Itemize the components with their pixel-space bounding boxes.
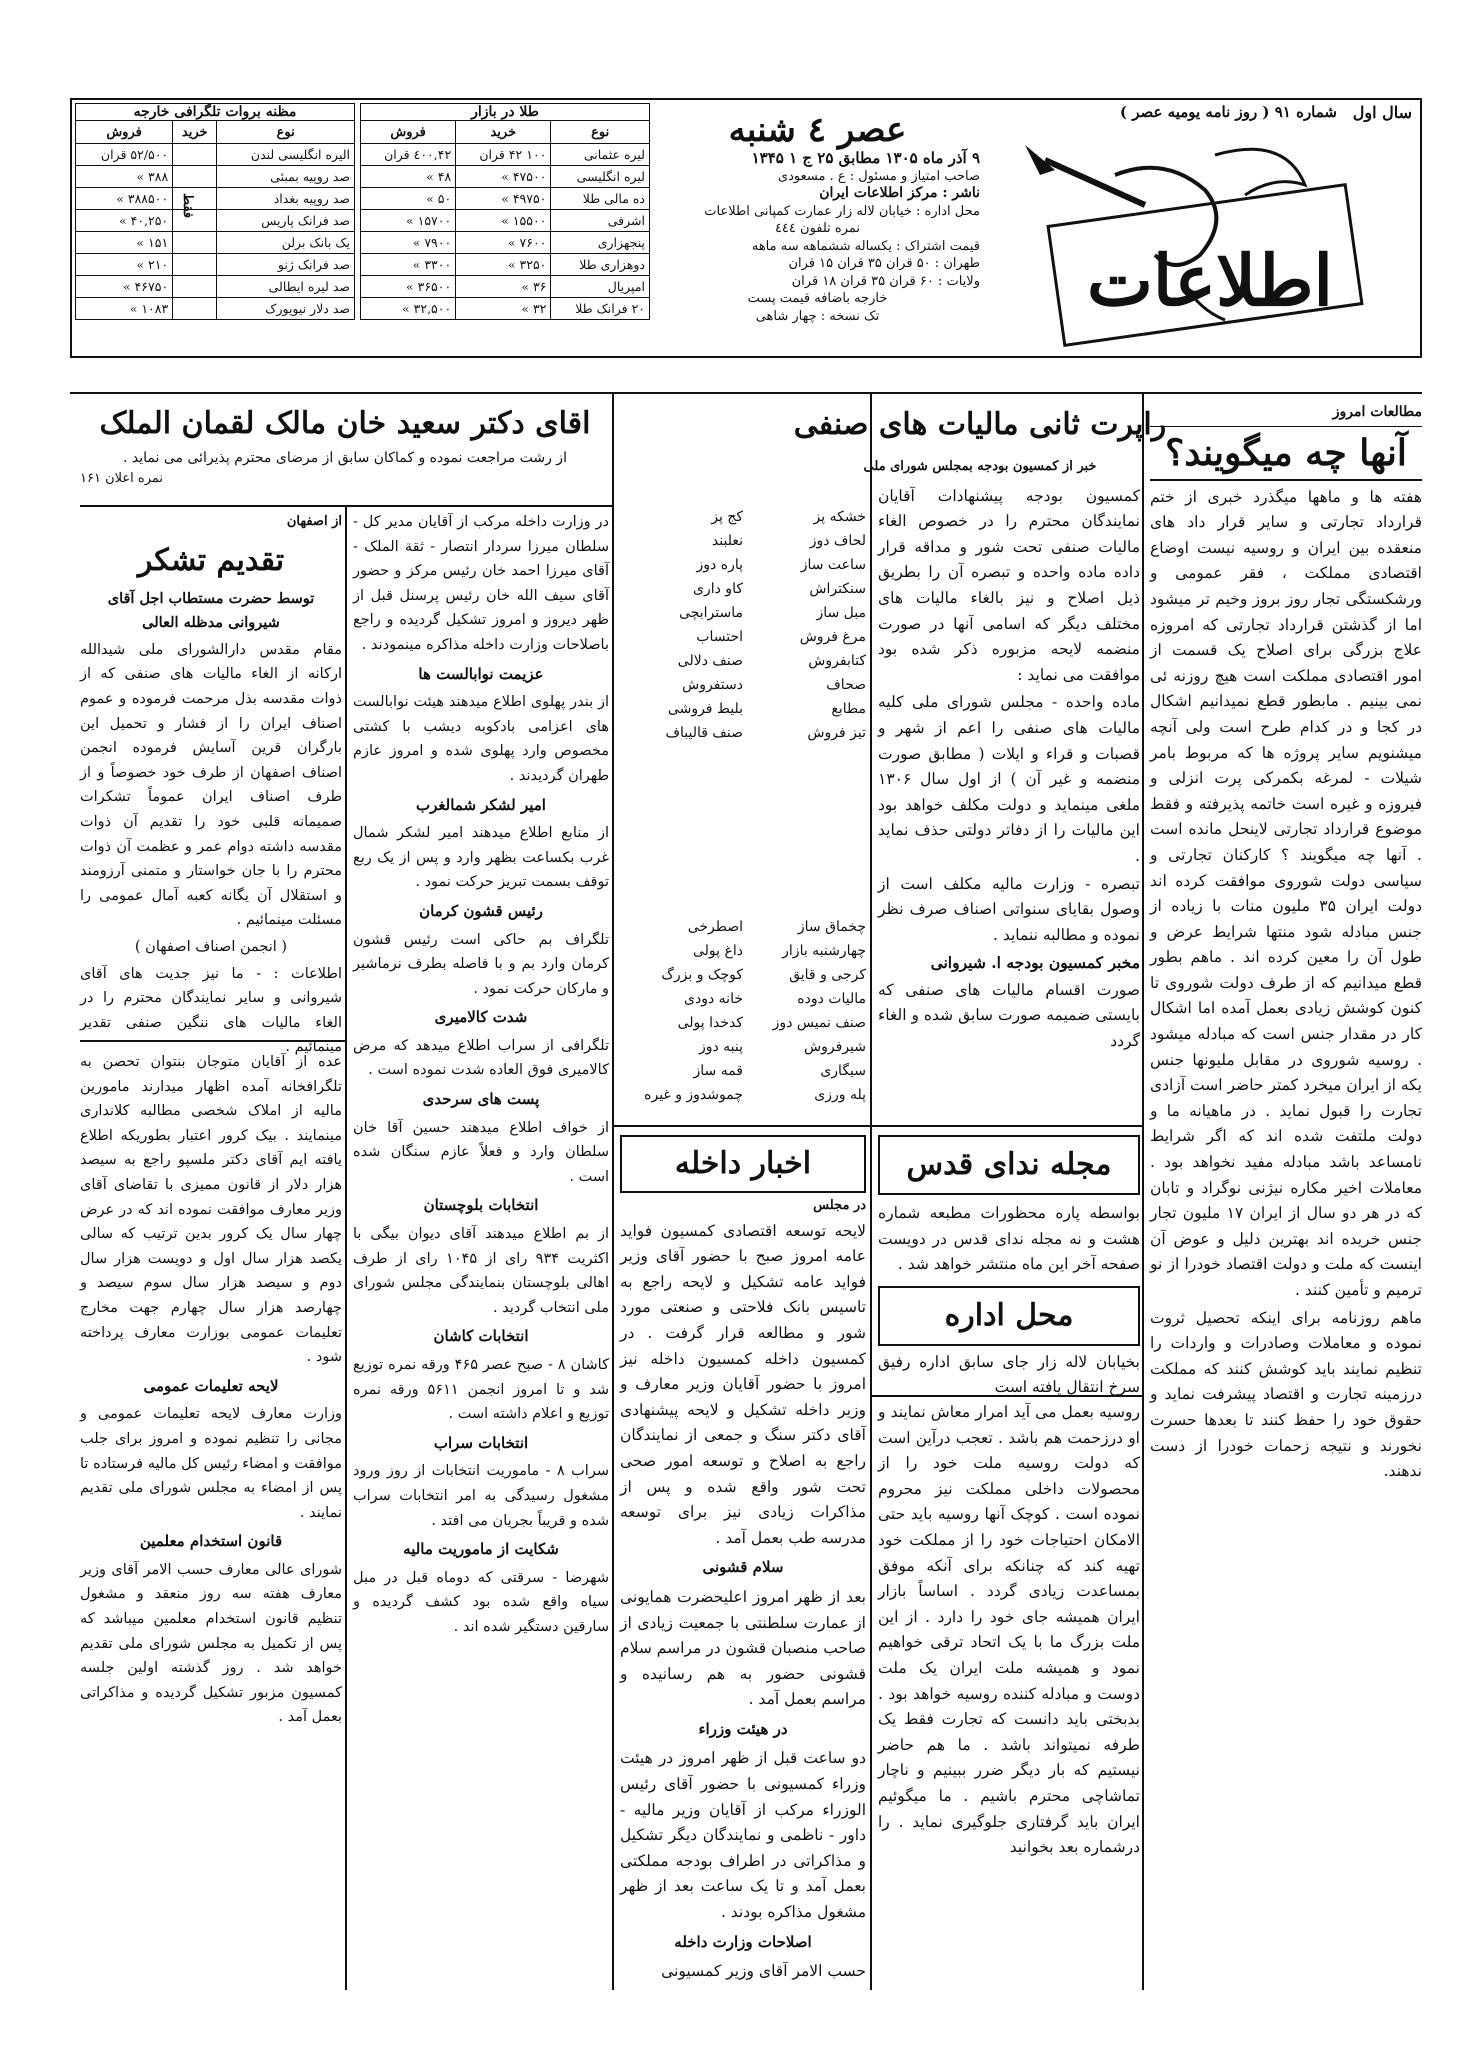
tax-list-item: لحاف دوز xyxy=(809,533,866,549)
internal-news-sub-3: رئیس قشون کرمان xyxy=(419,901,543,920)
subscription-title: قیمت اشتراک : یکساله ششماهه سه ماهه xyxy=(751,238,980,254)
internal-news-body: در وزارت داخله مرکب از آقایان مدیر کل - سلطان میرزا سردار انتصار - ثقة الملک - آقای میرزا احمد خان رئیس مرکز و حضور آقای سیف الله خان رئیس پرسنل قبل از ظهر دیروز و امروز تشکیل گردیده و راجع باصلاحات وزارت داخله مذاکره مینمودند . xyxy=(353,514,609,653)
column-internal-news xyxy=(353,510,609,1990)
tax-list-grid xyxy=(620,915,866,1107)
education-body-2: وزارت معارف لایحه تعلیمات عمومی و مجانی را تنظیم نموده و امروز برای جلب موافقت و امضاء رئیس کل مالیه فرستاده تا پس از امضاء به مجلس شورای ملی تقدیم نمایند . xyxy=(80,1406,342,1521)
fx-table-cell: صد فرانک ژنو xyxy=(217,254,355,276)
internal-news-body-8: کاشان ۸ - صبح عصر ۴۶۵ ورقه نمره توزیع شد و تا امروز انجمن ۵۶۱۱ ورقه نمره توزیع و اعلام داشته است . xyxy=(353,1357,609,1423)
domestic-news-body: لایحه توسعه اقتصادی کمسیون فواید عامه امروز صبح با حضور آقای وزیر فواید عامه تشکیل و لایحه راجع به تاسیس بانک فلاحتی و صنعتی مورد شور و مطالعه قرار گرفت . در کمسیون داخله کمسیون داخله نیز امروز با حضور آقایان وزیر معارف و وزیر داخله تشکیل و لایحه پیشنهادی آقای دکتر سنگ و جمعی از نمایندگان راجع به اصلاح و توسعه امور صحی تحت شور واقع شده و پس از مذاکرات زیادی نیز برای توسعه مدرسه طب بعمل آمد . xyxy=(620,1221,866,1547)
gold-header-type: نوع xyxy=(551,121,650,144)
fx-table-cell: ۳۸۸۵۰۰ » xyxy=(76,188,173,210)
fx-table-cell xyxy=(173,232,217,254)
fx-table-cell: یک بانک برلن xyxy=(217,232,355,254)
tax-list-a xyxy=(620,505,866,905)
fx-table-row xyxy=(76,166,355,188)
col2-bottom-body: روسیه بعمل می آید امرار معاش نمایند و او درزحمت هم باشد . تعجب درآین است که دولت روسیه ملت خود را از محصولات داخلی مملکت نیز محروم نموده است . کوچک آنها روسیه باید حتی الامکان احتیاجات خود را از مملکت خود تهیه کند که چنانکه برای آنکه موفق بمساعدت زیادی گردد . اساساً بازار ایران همیشه جای خود را دارد . از این ملت بزرگ ما با یک اتحاد ترقی خواهیم نمود و همیشه ملت ایران یک ملت دوست و مبادله کننده روسیه خواهد بود . بدبختی باید دانست که تجارت فقط یک طرفه نمیتواند باشد . ما هم حاضر نیستیم که بار دیگر ضرر ببینیم و ناچار تماشاچی محترم باشیم . ما میگوئیم ایران باید گرفتاری جلوگیری نماید . را درشماره بعد بخوانید xyxy=(878,1403,1140,1857)
tax-list-item: دستفروش xyxy=(682,677,743,693)
gold-table-cell: ۲۰ فرانک طلا xyxy=(551,298,650,320)
fx-table-cell xyxy=(173,276,217,298)
fx-table-cell xyxy=(173,298,217,320)
doctor-ad xyxy=(80,400,610,500)
tax-list-b xyxy=(620,915,866,1120)
tax-list-item: سنکتراش xyxy=(809,581,866,597)
internal-news-body-5: تلگرافی از سراب اطلاع میدهد که مرض کالامیری فوق العاده شدت نموده است . xyxy=(353,1037,609,1079)
internal-news-body-2: از بندر پهلوی اطلاع میدهند هیئت نوابالست های اعزامی بادکوبه دیشب با کشتی مخصوص وارد پهلوی شده و امروز عازم طهران گردیدند . xyxy=(353,694,609,784)
gold-table-row xyxy=(361,298,650,320)
tax-list-item: چموشدوز و غیره xyxy=(644,1087,743,1103)
column-rule-3 xyxy=(612,392,614,1990)
gold-table-cell: دوهزاری طلا xyxy=(551,254,650,276)
domestic-news-sub-2: سلام قشونی xyxy=(702,1558,784,1577)
tax-list-item: مرغ فروش xyxy=(799,629,866,645)
tax-list-item: احتساب xyxy=(696,629,743,645)
fx-table-cell: ۵۲/۵۰۰ قران xyxy=(76,144,173,166)
internal-news-sub-1: عزیمت نوابالست ها xyxy=(418,664,544,683)
fx-table-cell: ۳۸۸ » xyxy=(76,166,173,188)
tax-list-item: اصطرخی xyxy=(687,919,743,935)
col2-bottom-text xyxy=(878,1400,1140,1990)
tax-list-item: سیگاری xyxy=(820,1063,866,1079)
gold-table-cell: ۳۳۰۰ » xyxy=(361,254,456,276)
tax-list-item: پله ورزی xyxy=(814,1087,866,1103)
domestic-news-sub-4: اصلاحات وزارت داخله xyxy=(674,1932,812,1951)
internal-news-sub-8: انتخابات سراب xyxy=(433,1433,529,1452)
fx-header-type: نوع xyxy=(217,121,355,144)
fx-table-title: مظنه بروات تلگرافی خارجه xyxy=(75,103,355,120)
tax-report-list-intro: صورت اقسام مالیات های صنفی که بایستی ضمیمه صورت سابق شده و الغاء گردد xyxy=(878,980,1140,1051)
gold-table-cell: ده مالی طلا xyxy=(551,188,650,210)
header-rule xyxy=(70,392,1422,394)
gold-table-cell: ۳۲ » xyxy=(456,298,551,320)
tax-list-item: کاو داری xyxy=(693,581,743,597)
editorial-body-2: ماهم روزنامه برای اینکه تحصیل ثروت نموده و معاملات وصادرات و واردات را تنظیم نمایند باید کوشش کنند که مملکت درزمینه تجارت و اقتصاد پیشرفت نماید و حقوق خود را حفظ کنند تا بعدها حسرت نخورند و نتیجه زحمات خودرا از دست ندهند. xyxy=(1150,1308,1422,1481)
gold-table-cell: ۳۶۵۰۰ » xyxy=(361,276,456,298)
fx-table-grid xyxy=(75,120,355,320)
tax-list-item: صنف دلالی xyxy=(677,653,743,669)
newspaper-logo xyxy=(985,135,1405,345)
office-body: بخیابان لاله زار جای سابق اداره رفیق سرخ انتقال یافته است xyxy=(878,1352,1140,1397)
nedaye-qods-title: مجله ندای قدس xyxy=(878,1135,1140,1195)
nedaye-qods-box xyxy=(878,1135,1140,1397)
internal-news-body-10: شهرضا - سرقتی که دوماه قبل در مبل سیاه واقع شده بود کشف گردیده و سارقین دستگیر شده اند . xyxy=(353,1569,609,1635)
gold-table-cell: ۱۵۷۰۰ » xyxy=(361,210,456,232)
fx-table-cell xyxy=(173,166,217,188)
fx-table-cell xyxy=(173,144,217,166)
tax-list-item: مطابع xyxy=(831,701,866,717)
logo-wordmark: اطلاعات xyxy=(1087,239,1333,322)
domestic-news-sub: در مجلس xyxy=(813,1198,866,1213)
internal-news-body-7: از بم اطلاع میدهند آقای دیوان بیگی با اکثریت ۹۳۴ رای از ۱۰۴۵ رای از طرف اهالی بلوچستان بنمایندگی مجلس شورای ملی انتخاب گردید . xyxy=(353,1226,609,1316)
gold-market-table xyxy=(360,103,650,320)
doctor-ad-headline: اقای دکتر سعید خان مالک لقمان الملک xyxy=(99,406,591,441)
fx-table-cell: ۱۵۱ » xyxy=(76,232,173,254)
masthead-volume: سال اول xyxy=(1352,103,1412,122)
gold-table-cell: ۴۲,٤۰۰ قران xyxy=(361,144,456,166)
education-sub-1: لایحه تعلیمات عمومی xyxy=(143,1376,279,1395)
fx-table-row xyxy=(76,232,355,254)
thanks-note: اطلاعات : - ما نیز جدیت های آقای شیروانی و سایر نمایندگان محترم را در الغاء مالیات های ننگین صنفی تقدیر مینمائیم . xyxy=(80,965,342,1056)
fx-table-row xyxy=(76,254,355,276)
tax-list-item: صنف قالیباف xyxy=(665,725,743,741)
col23-split-rule xyxy=(612,1125,1142,1127)
doctor-ad-number: نمره اعلان ۱۶۱ xyxy=(80,471,164,486)
gold-table-row xyxy=(361,254,650,276)
fx-table-header-row xyxy=(76,121,355,144)
fx-table-cell xyxy=(173,254,217,276)
internal-news-sub-4: شدت کالامیری xyxy=(434,1008,528,1027)
gold-table-cell: ۴۹۷۵۰ » xyxy=(456,188,551,210)
fx-table-cell: صد روپیه بغداد xyxy=(217,188,355,210)
subscription-abroad: خارجه باضافه قیمت پست xyxy=(747,291,888,306)
tax-list-item: خانه دودی xyxy=(684,991,743,1007)
internal-news-sub-9: شکایت از ماموریت مالیه xyxy=(403,1540,559,1559)
gold-table-header-row xyxy=(361,121,650,144)
education-body-3: شورای عالی معارف حسب الامر آقای وزیر معارف هفته سه روز منعقد و مشغول تنظیم قانون استخدام معلمین میباشد که پس از تکمیل به مجلس شورای ملی تقدیم خواهد شد . روز گذشته اولین جلسه کمسیون مزبور تشکیل گردیده و مذاکراتی بعمل آمد . xyxy=(80,1561,342,1726)
day-title: عصر ٤ شنبه xyxy=(728,110,907,150)
masthead-issue: شماره ۹۱ ( روز نامه یومیه عصر ) xyxy=(1119,103,1337,121)
gold-header-buy: خرید xyxy=(456,121,551,144)
gold-table-cell: ۴۸ » xyxy=(361,166,456,188)
subscription-provinces: ولایات : ۶۰ قران ۳۵ قران ۱۸ قران xyxy=(791,273,980,289)
thanks-title: تقدیم تشکر xyxy=(137,542,285,578)
phone-line: نمره تلفون ٤٤٤ xyxy=(774,221,861,236)
gold-table-row xyxy=(361,210,650,232)
domestic-news-sub-3: در هیئت وزراء xyxy=(698,1719,788,1738)
fx-header-sell: فروش xyxy=(76,121,173,144)
tax-list-item: چخماق ساز xyxy=(797,919,866,935)
tax-list-item: بلیط فروشی xyxy=(667,701,743,717)
fx-table-cell: صد فرانک پاریس xyxy=(217,210,355,232)
tax-list-item: شیرفروش xyxy=(804,1039,866,1055)
internal-news-sub-7: انتخابات کاشان xyxy=(433,1327,529,1346)
fx-table-cell: صد دلار نیویورک xyxy=(217,298,355,320)
editorial-body: هفته ها و ماهها میگذرد خبری از ختم قرارداد تجارتی و سایر قرار داد های منعقده بین ایران و روسیه نیست اوضاع اقتصادی مملکت ، فقر عمومی و ورشکستگی تجار روز بروز وخیم تر میشود اما از گذشتن قرارداد تجارتی که امروزه علاج بزرگی برای اصلاح یک قسمت از امور اقتصادی مملکت است هیچ روزنه ئی نمی بینیم . مابطور قطع نمیدانیم اشکال در کجا و در کدام طرح است ولی آنچه میشنویم سایر پروژه ها که مربوط بامر شیلات - لمرغه بکمرکی پرت انزلی و فیروزه و غیره است خاتمه پذیرفته و فقط موضوع قرارداد تجارتی لاینحل مانده است . آنها چه میگویند ؟ کارکنان تجارتی و سیاسی دولت شوروی موافقت کرده اند دولت ایران ۳۵ ملیون منات با زیاده از جنس مبادله شود منتها شرایط عرض و طول آن را معین کرده اند . ماهم بطور قطع میدانیم که از طرف دولت شوروی تا کنون کوشش زیادی بعمل آمده اما اشکال کار در مقدار جنس است که مبادله میشود . روسیه شوروی در مقابل ملیونها جنس یکه از ایران میخرد کمتر حاضر است آزادی تجارت را قبول نماید . در ماهیانه ما و دولت ملتفت شده اند که اگر شرایط نامساعد باشد مبادله مفید نخواهد بود . معاملات اخیر مکاره نیژنی نوگراد و تابان که در هر دو سال از ایران ۱۷ ملیون تجار جنس خریده اند بهترین دلیل و عوض آن اینست که ملت و دولت اقتصاد خودرا از نو ترمیم و تأمین کنند . xyxy=(1150,487,1422,1299)
gold-table-cell: ۴۷۵۰۰ » xyxy=(456,166,551,188)
gold-table-cell: ۳۲۵۰ » xyxy=(456,254,551,276)
fx-table-cell: الیره انگلیسی لندن xyxy=(217,144,355,166)
tax-list-item: ماسترابچی xyxy=(679,605,743,621)
gold-table-title: طلا در بازار xyxy=(360,103,650,120)
fx-header-buy: خرید xyxy=(173,121,217,144)
doctor-ad-body: از رشت مراجعت نموده و کماکان سابق از مرضای محترم پذیرائی می نماید . xyxy=(123,450,567,466)
domestic-news-body-4: حسب الامر آقای وزیر کمسیونی xyxy=(661,1962,866,1981)
office-title: محل اداره xyxy=(878,1286,1140,1346)
thanks-body: مقام مقدس دارالشورای ملی شیدالله ارکانه از الغاء مالیات های صنفی که از ذوات مقدسه بذل مرحمت فرموده و عموم اصناف ایران را از فشار و تحمیل این بارگران قرین آسایش فرموده انجمن اصناف اصفهان از طرف خود خصوصاً و از طرف اصناف ایران عموماً تشکرات صمیمانه قلبی خود را تقدیم آن ذوات مقدسه داشته دوام عمر و عظمت آن ذوات محترم را با جان خواستار و متمنی آرزومند و استقلال آن یگانه کعبه آمال عمومی را مسئلت مینمائیم . xyxy=(80,641,342,929)
fx-table-row xyxy=(76,298,355,320)
column-rule-4 xyxy=(345,505,347,1990)
date-line: ۹ آذر ماه ۱۳۰۵ مطابق ۲۵ ج ۱ ۱۳۴۵ xyxy=(751,149,980,167)
gold-table-row xyxy=(361,276,650,298)
angel-trumpet-emblem xyxy=(985,135,1405,345)
gold-table-cell: امپریال xyxy=(551,276,650,298)
tax-list-item: صحاف xyxy=(826,677,866,693)
domestic-news xyxy=(620,1135,866,1990)
tax-list-item: قمه ساز xyxy=(693,1063,743,1079)
domestic-news-body-2: بعد از ظهر امروز اعلیحضرت همایونی از عمارت سلطنتی با جمعیت زیادی از صاحب منصبان قشون در مراسم سلام قشونی حضور به هم رسانیده و مراسم بعمل آمد . xyxy=(620,1587,866,1709)
fx-table-cell: صد روپیه بمبئی xyxy=(217,166,355,188)
tax-report-headline: راپرت ثانی مالیات های صنفی xyxy=(793,407,1167,442)
column-education xyxy=(80,1050,342,1990)
tax-report-intro: کمسیون بودجه پیشنهادات آقایان نمایندگان محترم را در خصوص الغاء مالیات صنفی تحت شور و مداقه قرار داده ماده واحده و تبصره آن را بطریق ذیل اصلاح و نیز بالغاء مالیات های مختلف دیگر که اسامی آنها در صورت منضمه لایحه مزبوره ذکر شده بود موافقت می نماید : xyxy=(878,486,1140,684)
gold-table-cell: لیره عثمانی xyxy=(551,144,650,166)
tax-list-item: کرجی و قایق xyxy=(789,967,866,983)
internal-news-body-3: از منابع اطلاع میدهند امیر لشکر شمال غرب بکساعت بظهر وارد و پس از یک ربع توقف بسمت تبریز حرکت نمود . xyxy=(353,825,609,891)
masthead-center xyxy=(655,110,980,350)
tax-list-item: خشکه پز xyxy=(813,509,866,525)
tax-list-item: ساعت ساز xyxy=(800,557,866,573)
tax-report-subhead: خبر از کمسیون بودجه بمجلس شورای ملی xyxy=(863,459,1097,474)
gold-table-cell: لیره انگلیسی xyxy=(551,166,650,188)
tax-list-item: تیز فروش xyxy=(807,725,866,741)
gold-table-cell: ۷۶۰۰ » xyxy=(456,232,551,254)
internal-news-body-9: سراب ۸ - ماموریت انتخابات از روز ورود مشغول رسیدگی به امر انتخابات سراب شده و قریباً بجریان می افتد . xyxy=(353,1463,609,1529)
internal-news-sub-6: انتخابات بلوچستان xyxy=(423,1196,539,1215)
tax-report-signature: مخبر کمسیون بودجه ا. شیروانی xyxy=(930,953,1140,973)
tax-list-item: پنبه دوز xyxy=(698,1039,743,1055)
gold-table-cell: پنجهزاری xyxy=(551,232,650,254)
internal-news-body-4: تلگراف بم حاکی است رئیس قشون کرمان وارد بم و با فاصله بطرف نرماشیر و مارکان حرکت نمود . xyxy=(353,931,609,997)
fx-table-row xyxy=(76,210,355,232)
nedaye-qods-body: بواسطه پاره محظورات مطبعه شماره هشت و نه مجله ندای قدس در دویست صفحه آخر این ماه منتشر خواهد شد . xyxy=(878,1204,1140,1274)
publisher-line: ناشر : مرکز اطلاعات ایران xyxy=(819,185,980,201)
domestic-news-body-3: دو ساعت قبل از ظهر امروز در هیئت وزراء کمسیونی با حضور آقای رئیس الوزراء مرکب از آقایان وزیر مالیه - داور - ناظمی و نمایندگان دیگر تشکیل و مذاکراتی در اطراف بودجه مملکتی بعمل آمد و تا یک ساعت بعد از ظهر مشغول مذاکره بودند . xyxy=(620,1749,866,1922)
gold-table-cell: ۱۰۰ ۴۲ قران xyxy=(456,144,551,166)
tax-list-item: کدخدا پولی xyxy=(677,1015,743,1031)
editorial-headline: آنها چه میگویند؟ xyxy=(1150,427,1422,481)
tax-list-item: داغ پولی xyxy=(693,943,743,959)
tax-list-item: کتابفروش xyxy=(808,653,866,669)
tax-list-item: کج پز xyxy=(711,509,743,525)
gold-header-sell: فروش xyxy=(361,121,456,144)
tax-report-law: ماده واحده - مجلس شورای ملی کلیه مالیات های صنفی را اعم از شهر و قصبات و قراء و ایلات ( مطابق صورت منضمه و غیر آن ) از اول سال ۱۳۰۶ ملغی مینماید و دولت مکلف خواهد بود این مالیات را از دفاتر دولتی حذف نماید . xyxy=(878,693,1140,865)
fx-table-cell: ۱۰۸۳ » xyxy=(76,298,173,320)
gold-table-grid xyxy=(360,120,650,320)
tax-list-item: چهارشنبه بازار xyxy=(782,943,866,959)
gold-table-cell: ۷۹۰۰ » xyxy=(361,232,456,254)
single-copy-price: تک نسخه : چهار شاهی xyxy=(755,308,880,324)
fx-table-row xyxy=(76,188,355,210)
internal-news-sub-5: پست های سرحدی xyxy=(422,1090,540,1109)
thanks-sub: توسط حضرت مستطاب اجل آقای شیروانی مدظله العالی xyxy=(107,589,315,632)
tax-list-item: پاره دوز xyxy=(696,557,743,573)
fx-table-cell: ۲۱۰ » xyxy=(76,254,173,276)
gold-table-cell: ۵۰ » xyxy=(361,188,456,210)
column-rule-2 xyxy=(870,392,872,1990)
gold-table-cell: ۳۶ » xyxy=(456,276,551,298)
thanks-sign: ( انجمن اصناف اصفهان ) xyxy=(134,938,288,955)
ad-bottom-rule xyxy=(80,505,612,507)
gold-table-row xyxy=(361,232,650,254)
domestic-news-title: اخبار داخله xyxy=(620,1135,866,1193)
internal-news-body-6: از خواف اطلاع میدهند حسین آقا خان سلطان وارد و فعلاً عازم سنگان شده است . xyxy=(353,1119,609,1185)
fx-table-cell: ۴۶۷۵۰ » xyxy=(76,276,173,298)
gold-table-row xyxy=(361,144,650,166)
gold-table-cell: ۱۵۵۰۰ » xyxy=(456,210,551,232)
subscription-tehran: طهران : ۵۰ قران ۳۵ قران ۱۵ قران xyxy=(788,256,980,271)
fx-table-row xyxy=(76,144,355,166)
gold-table-cell: اشرفی xyxy=(551,210,650,232)
tax-list-item: نعلبند xyxy=(711,533,743,549)
education-body: عده از آقایان متوجان بنتوان تحصن به تلگرافخانه آمده اظهار میدارند مامورین مالیه از املاک شخصی مطالبه کلانداری مینمایند . بیک کرور اعتبار بطوریکه اطلاع یافته ایم آقای دکتر ملسپو راجع به سیصد هزار دلار از قانون ممیزی با تقاضای آقای وزیر معارف موافقت نموده اند که در عرض چهار سال یک کرور بدین ترتیب که سالی یکصد هزار سال اول و دویست هزار سال دوم و سیصد هزار سال سوم سیصد و چهارصد هزار سال چهارم جهت مخارج تعلیمات عمومی بوزارت معارف پرداخته شود . xyxy=(80,1054,342,1366)
fx-note: فقط xyxy=(180,193,195,219)
tax-list-item: مالیات دوده xyxy=(797,991,866,1007)
tax-list-item: مبل ساز xyxy=(816,605,866,621)
gold-table-cell: ۳۲,۵۰۰ » xyxy=(361,298,456,320)
editorial-section: مطالعات امروز xyxy=(1150,400,1422,427)
fx-rates-table xyxy=(75,103,355,320)
tax-report-note: تبصره - وزارت مالیه مکلف است از وصول بقایای سنواتی اصناف صرف نظر نموده و مطالبه ننماید . xyxy=(878,874,1140,944)
office-line: محل اداره : خیابان لاله زار عمارت کمپانی اطلاعات xyxy=(704,203,980,219)
tax-list-item: کوچک و بزرگ xyxy=(661,967,743,983)
gold-table-row xyxy=(361,188,650,210)
isfahan-title: از اصفهان xyxy=(286,514,342,529)
gold-table-row xyxy=(361,166,650,188)
tax-list-item: صنف نمیس دوز xyxy=(772,1015,866,1031)
internal-news-sub-2: امیر لشکر شمالغرب xyxy=(416,795,546,814)
fx-table-cell: ۴۰,۲۵۰ » xyxy=(76,210,173,232)
education-sub-2: قانون استخدام معلمین xyxy=(139,1532,283,1551)
fx-table-cell: صد لیره ایطالی xyxy=(217,276,355,298)
fx-table-row xyxy=(76,276,355,298)
column-editorial xyxy=(1150,400,1422,1990)
column-isfahan xyxy=(80,510,342,1056)
tax-list-grid xyxy=(620,505,866,745)
column-rule-1 xyxy=(1142,392,1144,1990)
owner-line: صاحب امتیاز و مسئول : ع . مسعودی xyxy=(777,168,980,184)
